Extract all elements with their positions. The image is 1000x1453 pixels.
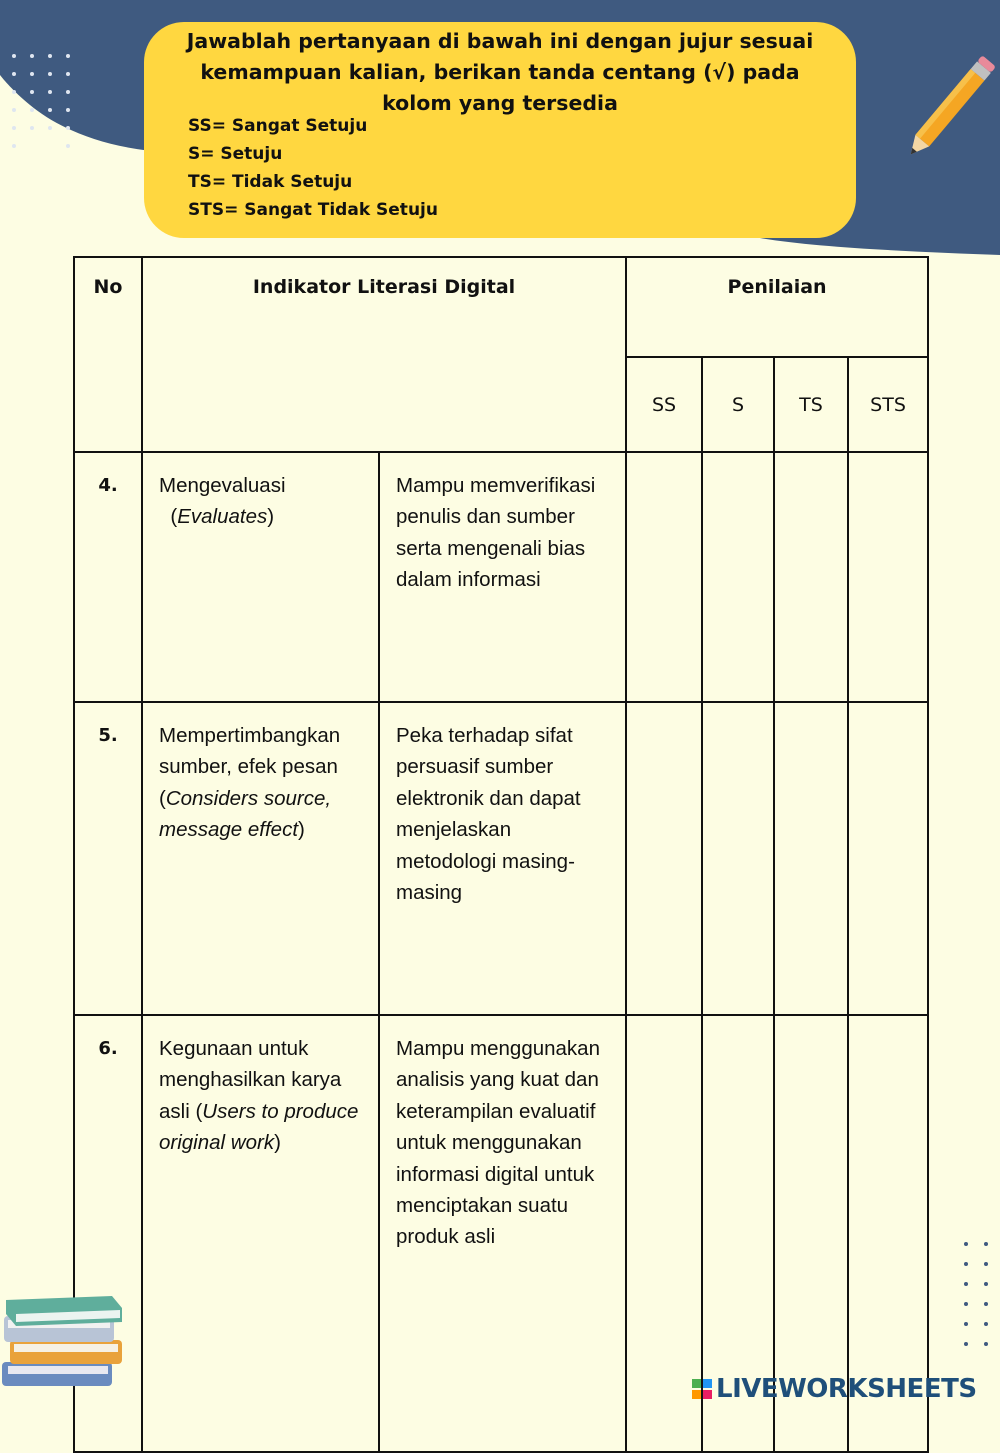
indicator-text: Mengevaluasi	[159, 474, 286, 497]
header-no: No	[74, 257, 142, 452]
indicator-en-open: (	[159, 786, 166, 810]
indicator-en-close: )	[267, 505, 275, 529]
rating-cell-ss[interactable]	[626, 702, 702, 1015]
legend-item-ss: SS= Sangat Setuju	[188, 116, 368, 136]
rating-cell-ts[interactable]	[774, 452, 848, 702]
books-stack-icon	[0, 1290, 130, 1400]
liveworksheets-logo	[692, 1374, 977, 1404]
row-number: 5.	[74, 702, 142, 1015]
legend-item-sts: STS= Sangat Tidak Setuju	[188, 200, 438, 220]
table-header-row	[74, 257, 928, 357]
indicator-en-close: )	[274, 1131, 281, 1155]
description-cell: Mampu memverifikasi penulis dan sumber serta mengenali bias dalam informasi	[379, 452, 626, 702]
table-row	[74, 702, 928, 1015]
instructions-title: Jawablah pertanyaan di bawah ini dengan jujur sesuai kemampuan kalian, berikan tanda centang (√) pada kolom yang tersedia	[186, 29, 814, 115]
indicator-en-text: Considers source, message effect	[159, 786, 332, 842]
header-option-ss: SS	[626, 357, 702, 452]
instructions-box	[144, 22, 856, 238]
description-cell: Peka terhadap sifat persuasif sumber elektronik dan dapat menjelaskan metodologi masing-masing	[379, 702, 626, 1015]
rating-cell-ss[interactable]	[626, 1015, 702, 1452]
header-indicator: Indikator Literasi Digital	[142, 257, 626, 452]
liveworksheets-mark-icon	[692, 1379, 712, 1399]
table-row	[74, 452, 928, 702]
indicator-text: Mempertimbangkan sumber, efek pesan	[159, 724, 341, 779]
rating-cell-sts[interactable]	[848, 702, 928, 1015]
rating-cell-sts[interactable]	[848, 452, 928, 702]
liveworksheets-wordmark: LIVEWORKSHEETS	[716, 1374, 977, 1404]
header-option-ts: TS	[774, 357, 848, 452]
rating-cell-s[interactable]	[702, 702, 774, 1015]
pencil-icon	[896, 52, 1000, 168]
rating-cell-ss[interactable]	[626, 452, 702, 702]
indicator-cell	[142, 702, 379, 1015]
indicator-en-close: )	[298, 818, 305, 842]
legend-item-s: S= Setuju	[188, 144, 283, 164]
indicator-cell	[142, 1015, 379, 1452]
indicator-cell	[142, 452, 379, 702]
indicator-en-text: Evaluates	[177, 505, 268, 529]
indicator-en-open: (	[195, 1099, 203, 1123]
indicator-text: Kegunaan untuk menghasilkan karya asli	[159, 1037, 342, 1123]
assessment-table	[73, 256, 929, 1453]
indicator-en-text: Users to produce original work	[159, 1099, 359, 1155]
header-rating: Penilaian	[626, 257, 928, 357]
rating-legend	[188, 112, 438, 224]
header-option-sts: STS	[848, 357, 928, 452]
dot-pattern-bottom-right	[958, 1236, 998, 1356]
indicator-en-open: (	[170, 505, 178, 529]
legend-item-ts: TS= Tidak Setuju	[188, 172, 353, 192]
dot-pattern-top-left	[10, 50, 80, 160]
header-option-s: S	[702, 357, 774, 452]
row-number: 4.	[74, 452, 142, 702]
row-number: 6.	[74, 1015, 142, 1452]
description-cell: Mampu menggunakan analisis yang kuat dan keterampilan evaluatif untuk menggunakan informasi digital untuk menciptakan suatu produk asli	[379, 1015, 626, 1452]
rating-cell-ts[interactable]	[774, 702, 848, 1015]
rating-cell-s[interactable]	[702, 452, 774, 702]
